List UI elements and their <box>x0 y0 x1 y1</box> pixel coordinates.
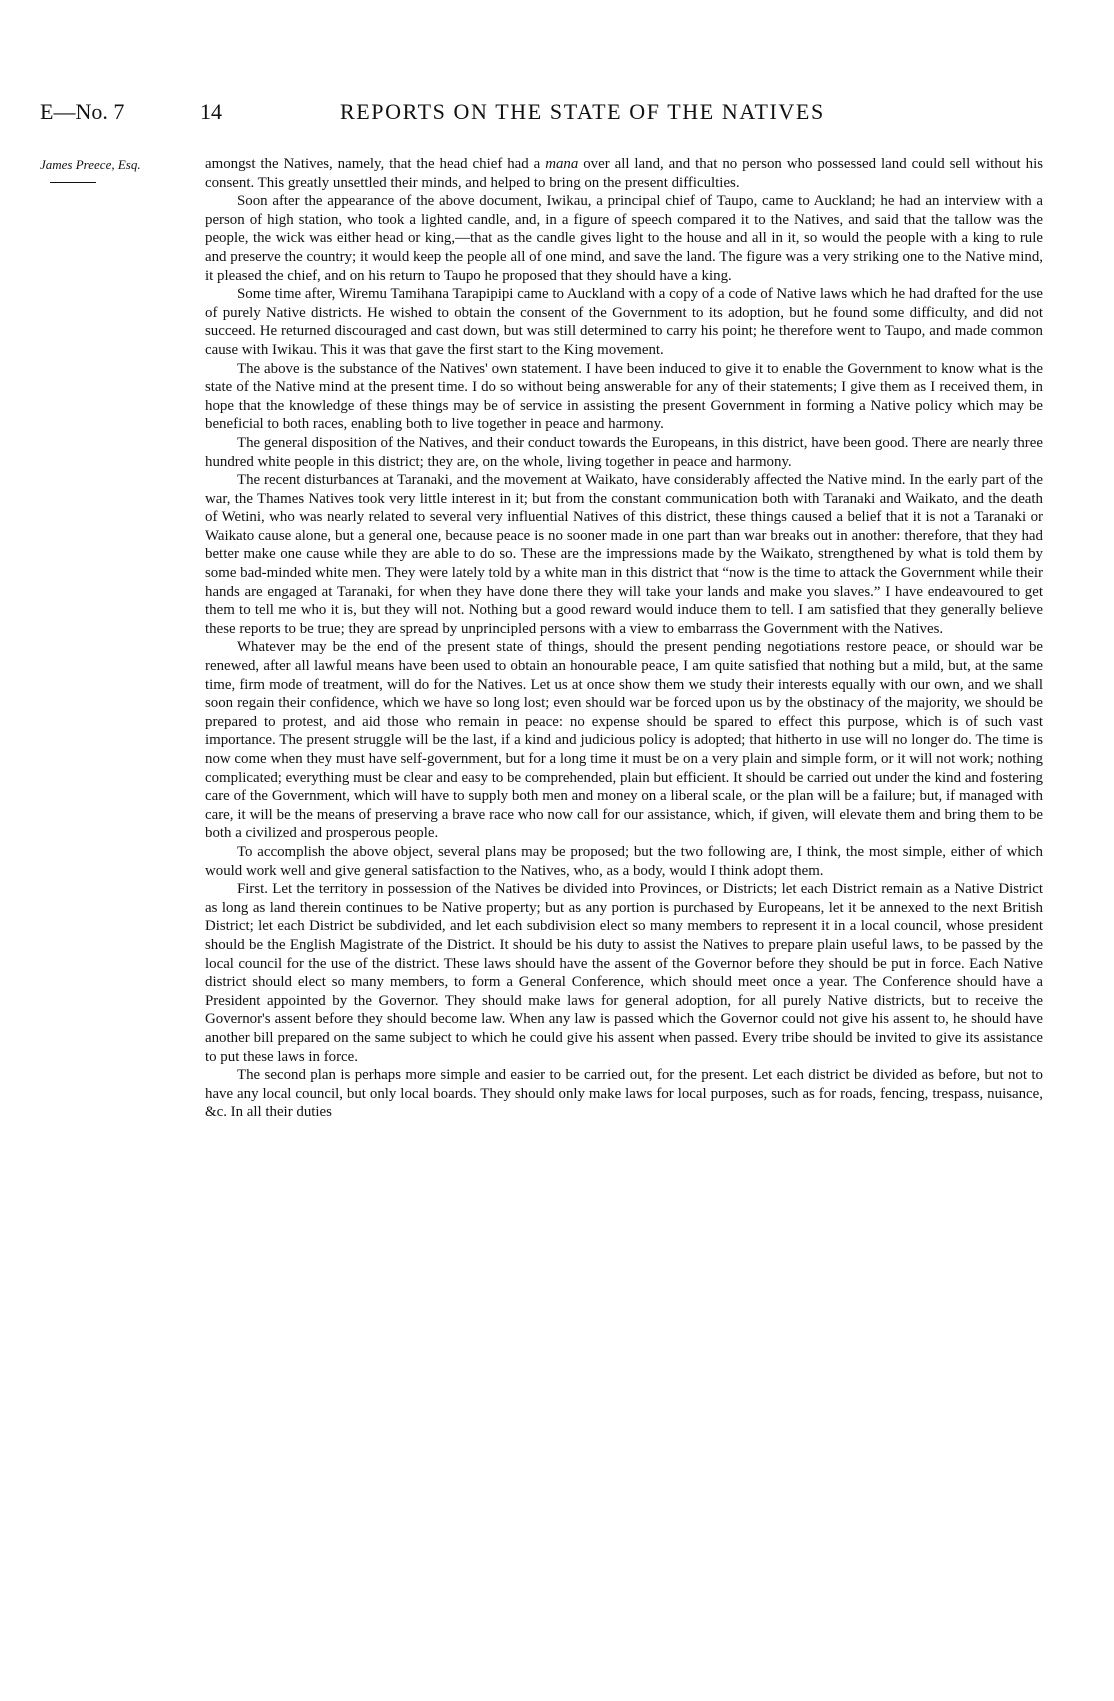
margin-author: James Preece, Esq. <box>40 157 141 172</box>
page-header <box>40 99 1074 133</box>
paragraph: The above is the substance of the Natives' own statement. I have been induced to give it to enable the Government to know what is the state of the Native mind at the present time. I do so without being answerable for any of their statements; I give them as I received them, in hope that the knowledge of these things may be of service in assisting the present Government in forming a Native policy which may be beneficial to both races, enabling both to live together in peace and harmony. <box>205 360 1043 433</box>
paragraph: The general disposition of the Natives, and their conduct towards the Europeans, in this district, have been good. There are nearly three hundred white people in this district; they are, on the whole, living together in peace and harmony. <box>205 434 1043 470</box>
running-title: REPORTS ON THE STATE OF THE NATIVES <box>340 99 825 124</box>
paragraph: Whatever may be the end of the present state of things, should the present pending negotiations restore peace, or should war be renewed, after all lawful means have been used to obtain an honourable peace, I am quite satisfied that nothing but a mild, but, at the same time, firm mode of treatment, will do for the Natives. Let us at once show them we study their interests equally with our own, and we shall soon regain their confidence, which we have so long lost; even should war be forced upon us by the obstinacy of the majority, we should be prepared to protest, and aid those who remain in peace: no expense should be spared to effect this purpose, which is of such vast importance. The present struggle will be the last, if a kind and judicious policy is adopted; that hitherto in use will no longer do. The time is now come when they must have self-government, but for a long time it must be on a very plain and simple form, or it will not work; nothing complicated; everything must be clear and easy to be comprehended, plain but efficient. It should be carried out under the kind and fostering care of the Government, which will have to supply both men and money on a liberal scale, or the plan will be a failure; but, if managed with care, it will be the means of preserving a brave race who now call for our assistance, which, if given, will elevate them and bring them to be both a civilized and prosperous people. <box>205 639 1043 842</box>
paragraph: To accomplish the above object, several plans may be proposed; but the two following are, I think, the most simple, either of which would work well and give general satisfaction to the Natives, who, as a body, would I think adopt them. <box>205 843 1043 879</box>
margin-rule <box>50 182 96 183</box>
paragraph: The recent disturbances at Taranaki, and the movement at Waikato, have considerably affected the Native mind. In the early part of the war, the Thames Natives took very little interest in it; but from the constant communication both with Taranaki and Waikato, and the death of Wetini, who was nearly related to several very influential Natives of this district, these things caused a belief that it is not a Taranaki or Waikato cause alone, but a general one, because peace is no sooner made in one part than war breaks out in another: therefore, that they had better make one cause while they are able to do so. These are the impressions made by the Waikato, strengthened by what is told them by some bad-minded white men. They were lately told by a white man in this district that “now is the time to attack the Government while their hands are engaged at Taranaki, for when they have done there they will take your lands and make you slaves.” I have endeavoured to get them to tell me who it is, but they will not. Nothing but a good reward would induce them to tell. I am satisfied that they generally believe these reports to be true; they are spread by unprincipled persons with a view to embarrass the Government with the Natives. <box>205 472 1043 637</box>
page-number: 14 <box>200 99 222 124</box>
paragraph: Soon after the appearance of the above document, Iwikau, a principal chief of Taupo, came to Auckland; he had an interview with a person of high station, who took a lighted candle, and, in a figure of speech compared it to the Natives, and said that the tallow was the people, the wick was either head or king,—that as the candle gives light to the house and all in it, so would the people with a king to rule and preserve the country; it would keep the people all of one mind, and save the land. The figure was a very striking one to the Native mind, it pleased the chief, and on his return to Taupo he proposed that they should have a king. <box>205 193 1043 284</box>
body-text <box>205 155 1043 1122</box>
margin-note <box>40 157 200 183</box>
emphasis-mana: mana <box>545 156 579 172</box>
paragraph: First. Let the territory in possession of the Natives be divided into Provinces, or Districts; let each District remain as a Native District as long as land therein continues to be Native property; but as any portion is purchased by Europeans, let it be annexed to the next British District; let each District be subdivided, and let each subdivision elect so many members to represent it in a local council, whose president should be the English Magistrate of the District. It should be his duty to assist the Natives to prepare plain useful laws, to be passed by the local council for the use of the district. These laws should have the assent of the Governor before they should be put in force. Each Native district should elect so many members, to form a General Conference, which should meet once a year. The Conference should have a President appointed by the Governor. They should make laws for general adoption, for all purely Native districts, but to receive the Governor's assent before they should become law. When any law is passed which the Governor could not give his assent to, he should have another bill prepared on the same subject to which he could give his assent when passed. Every tribe should be invited to give its assistance to put these laws in force. <box>205 881 1043 1065</box>
paragraph: Some time after, Wiremu Tamihana Tarapipipi came to Auckland with a copy of a code of Native laws which he had drafted for the use of purely Native districts. He wished to obtain the consent of the Government to its adoption, but he found some difficulty, and did not succeed. He returned discouraged and cast down, but was still determined to carry his point; he therefore went to Taupo, and made common cause with Iwikau. This it was that gave the first start to the King movement. <box>205 286 1043 358</box>
document-number: E—No. 7 <box>40 99 125 124</box>
paragraph: amongst the Natives, namely, that the head chief had a mana over all land, and that no person who possessed land could sell without his consent. This greatly unsettled their minds, and helped to bring on the present difficulties. <box>205 156 1043 191</box>
paragraph: The second plan is perhaps more simple and easier to be carried out, for the present. Let each district be divided as before, but not to have any local council, but only local boards. They should only make laws for local purposes, such as for roads, fencing, trespass, nuisance, &c. In all their duties <box>205 1067 1043 1121</box>
